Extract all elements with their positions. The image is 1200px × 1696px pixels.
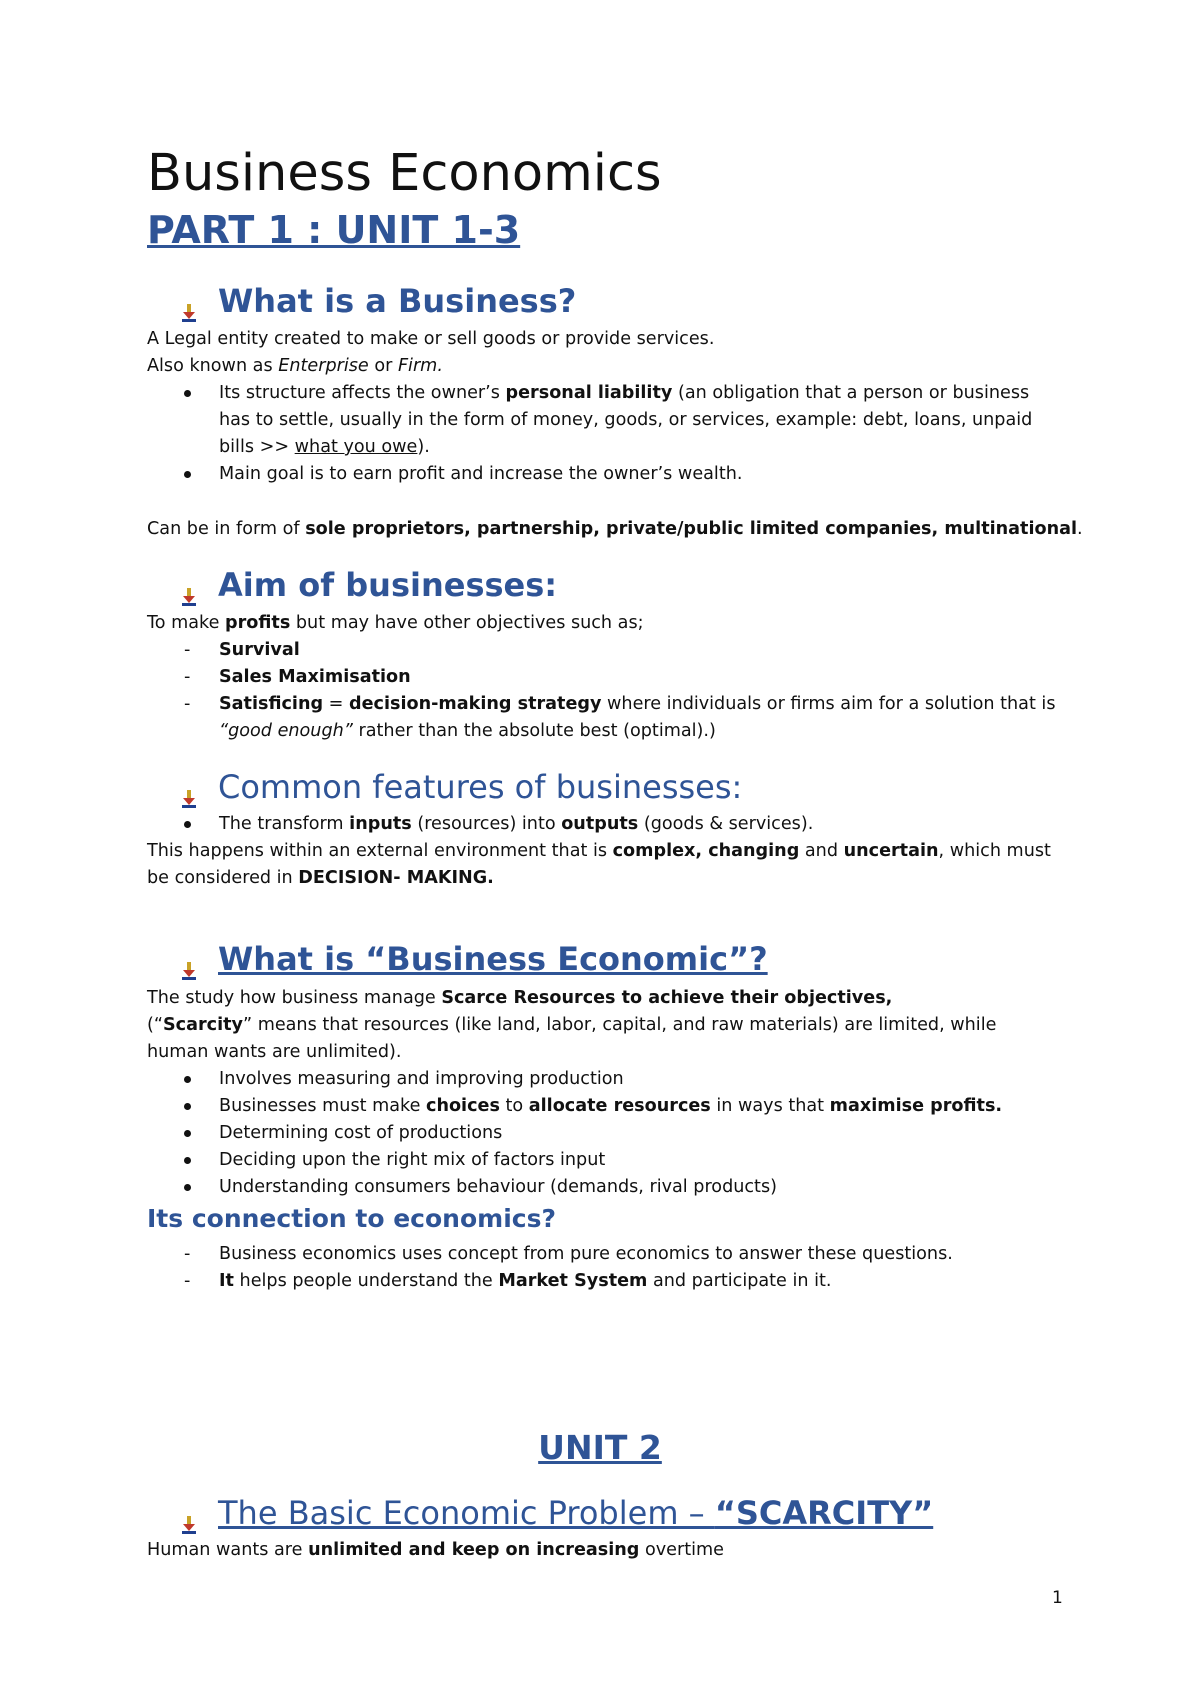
list-item: The transform inputs (resources) into outputs (goods & services). bbox=[219, 814, 814, 834]
list-item: Its structure affects the owner’s personal liability (an obligation that a person or business bbox=[219, 383, 1030, 403]
heading-business-economic: What is “Business Economic”? bbox=[182, 940, 768, 978]
dash-marker: - bbox=[184, 667, 191, 687]
heading-aim-of-businesses: Aim of businesses: bbox=[182, 566, 557, 604]
heading-what-is-business: What is a Business? bbox=[182, 282, 576, 320]
document-title: Business Economics bbox=[147, 144, 662, 203]
business-forms: Can be in form of sole proprietors, partnership, private/public limited companies, multinational. bbox=[147, 519, 1083, 539]
unit2-heading: UNIT 2 bbox=[538, 1428, 662, 1467]
list-item-continued: has to settle, usually in the form of money, goods, or services, example: debt, loans, unpaid bbox=[219, 410, 1033, 430]
list-item: Deciding upon the right mix of factors input bbox=[219, 1150, 606, 1170]
list-item: Determining cost of productions bbox=[219, 1123, 503, 1143]
be-scarcity: (“Scarcity” means that resources (like land, labor, capital, and raw materials) are limited, while bbox=[147, 1015, 997, 1035]
heading-basic-economic-problem: The Basic Economic Problem – “SCARCITY” bbox=[182, 1494, 933, 1532]
list-item: Business economics uses concept from pure economics to answer these questions. bbox=[219, 1244, 953, 1264]
list-item: Understanding consumers behaviour (demands, rival products) bbox=[219, 1177, 777, 1197]
list-item: Sales Maximisation bbox=[219, 667, 411, 687]
list-item-continued: bills >> what you owe). bbox=[219, 437, 430, 457]
arrow-bullet-icon bbox=[182, 1504, 196, 1522]
business-aka: Also known as Enterprise or Firm. bbox=[147, 356, 443, 376]
list-item: Involves measuring and improving production bbox=[219, 1069, 624, 1089]
business-definition: A Legal entity created to make or sell goods or provide services. bbox=[147, 329, 715, 349]
list-item: It helps people understand the Market System and participate in it. bbox=[219, 1271, 832, 1291]
aim-intro: To make profits but may have other objectives such as; bbox=[147, 613, 644, 633]
list-item: Main goal is to earn profit and increase the owner’s wealth. bbox=[219, 464, 743, 484]
features-decision: be considered in DECISION- MAKING. bbox=[147, 868, 494, 888]
list-item: Survival bbox=[219, 640, 300, 660]
page-number: 1 bbox=[1052, 1588, 1063, 1608]
arrow-bullet-icon bbox=[182, 292, 196, 310]
part-heading: PART 1 : UNIT 1-3 bbox=[147, 208, 521, 252]
unit2-human-wants: Human wants are unlimited and keep on increasing overtime bbox=[147, 1540, 724, 1560]
dash-marker: - bbox=[184, 694, 191, 714]
dash-marker: - bbox=[184, 1271, 191, 1291]
heading-connection: Its connection to economics? bbox=[147, 1204, 556, 1233]
be-definition: The study how business manage Scarce Resources to achieve their objectives, bbox=[147, 988, 893, 1008]
dash-marker: - bbox=[184, 1244, 191, 1264]
heading-common-features: Common features of businesses: bbox=[182, 768, 742, 806]
arrow-bullet-icon bbox=[182, 576, 196, 594]
arrow-bullet-icon bbox=[182, 778, 196, 796]
dash-marker: - bbox=[184, 640, 191, 660]
features-environment: This happens within an external environment that is complex, changing and uncertain, which must bbox=[147, 841, 1051, 861]
arrow-bullet-icon bbox=[182, 950, 196, 968]
be-scarcity-continued: human wants are unlimited). bbox=[147, 1042, 402, 1062]
list-item: Satisficing = decision-making strategy where individuals or firms aim for a solution that is bbox=[219, 694, 1056, 714]
list-item-continued: “good enough” rather than the absolute best (optimal).) bbox=[219, 721, 716, 741]
list-item: Businesses must make choices to allocate resources in ways that maximise profits. bbox=[219, 1096, 1003, 1116]
